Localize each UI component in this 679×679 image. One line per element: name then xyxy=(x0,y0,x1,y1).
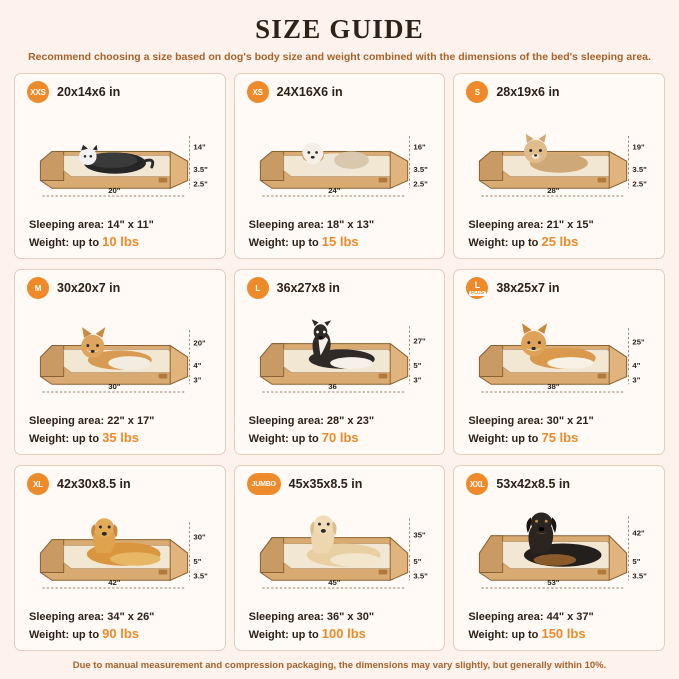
svg-text:2.5": 2.5" xyxy=(632,179,648,189)
card-specs xyxy=(243,414,437,449)
sleeping-area-value: 18" x 13" xyxy=(326,219,375,232)
sleeping-area-value: 34" x 26" xyxy=(107,611,155,624)
card-specs xyxy=(243,218,437,253)
card-header xyxy=(23,276,217,300)
weight-value: 25 lbs xyxy=(541,234,579,250)
card-header xyxy=(462,80,656,104)
size-badge: JUMBO xyxy=(247,473,281,495)
size-badge-main: L xyxy=(474,279,480,290)
sleeping-area-label: Sleeping area: xyxy=(248,415,324,428)
card-specs xyxy=(243,610,437,645)
sleeping-area-value: 14" x 11" xyxy=(107,219,154,232)
sleeping-area-value: 36" x 30" xyxy=(326,611,375,624)
size-card-m xyxy=(14,269,226,455)
weight-upto: up to xyxy=(72,237,100,250)
weight-label: Weight: xyxy=(248,237,289,250)
weight-label: Weight: xyxy=(29,629,70,642)
sleeping-area-label: Sleeping area: xyxy=(468,611,544,624)
svg-text:2.5": 2.5" xyxy=(413,179,428,189)
dimensions-label: 28x19x6 in xyxy=(496,85,560,99)
size-card-s xyxy=(453,73,665,259)
svg-text:5": 5" xyxy=(413,556,422,566)
weight-value: 90 lbs xyxy=(102,626,139,642)
weight-label: Weight: xyxy=(29,237,70,250)
svg-text:16": 16" xyxy=(413,142,426,152)
page-title: SIZE GUIDE xyxy=(255,14,424,44)
svg-text:35": 35" xyxy=(413,530,426,540)
sleeping-area-label: Sleeping area: xyxy=(29,611,105,624)
size-badge xyxy=(466,277,488,299)
weight-value: 70 lbs xyxy=(321,430,359,446)
dimensions-label: 24X16X6 in xyxy=(276,85,343,99)
sleeping-area-value: 44" x 37" xyxy=(546,611,594,624)
svg-text:3.5": 3.5" xyxy=(193,164,208,174)
svg-text:36: 36 xyxy=(327,382,337,392)
size-badge: M xyxy=(27,277,49,299)
size-badge: XXS xyxy=(27,81,49,103)
dimensions-label: 42x30x8.5 in xyxy=(57,477,131,491)
size-card-xxs xyxy=(14,73,226,259)
bed-illustration xyxy=(243,106,437,216)
size-badge: L xyxy=(247,277,269,299)
weight-upto: up to xyxy=(291,629,319,642)
card-specs xyxy=(23,610,217,645)
svg-text:3": 3" xyxy=(632,375,641,385)
svg-text:42": 42" xyxy=(108,578,121,588)
svg-text:30": 30" xyxy=(108,382,121,392)
size-badge: XXL xyxy=(466,473,488,495)
bed-illustration xyxy=(23,106,217,216)
svg-text:27": 27" xyxy=(413,336,426,346)
card-specs xyxy=(462,414,656,449)
card-specs xyxy=(462,610,656,645)
svg-text:30": 30" xyxy=(193,532,206,542)
card-header xyxy=(462,276,656,300)
dimensions-label: 38x25x7 in xyxy=(496,281,560,295)
bed-illustration xyxy=(23,302,217,412)
dimensions-label: 20x14x6 in xyxy=(57,85,121,99)
sleeping-area-label: Sleeping area: xyxy=(29,415,105,428)
card-header xyxy=(243,80,437,104)
weight-upto: up to xyxy=(291,237,319,250)
bed-illustration xyxy=(243,302,437,412)
svg-text:24": 24" xyxy=(327,186,341,196)
weight-upto: up to xyxy=(72,629,100,642)
svg-text:3": 3" xyxy=(413,375,422,385)
size-card-grid xyxy=(14,73,665,651)
weight-upto: up to xyxy=(511,237,539,250)
dimensions-label: 30x20x7 in xyxy=(57,281,121,295)
card-specs xyxy=(462,218,656,253)
svg-text:4": 4" xyxy=(193,360,202,370)
svg-text:45": 45" xyxy=(327,578,341,588)
card-specs xyxy=(23,414,217,449)
weight-value: 10 lbs xyxy=(102,234,139,250)
size-card-l xyxy=(234,269,446,455)
svg-text:3.5": 3.5" xyxy=(413,164,428,174)
svg-text:3.5": 3.5" xyxy=(413,571,428,581)
bed-illustration xyxy=(23,498,217,608)
svg-text:19": 19" xyxy=(632,142,646,152)
dimensions-label: 45x35x8.5 in xyxy=(288,477,363,491)
sleeping-area-value: 30" x 21" xyxy=(546,415,594,428)
weight-value: 100 lbs xyxy=(321,626,366,642)
weight-value: 15 lbs xyxy=(321,234,359,250)
svg-text:3.5": 3.5" xyxy=(193,571,208,581)
weight-label: Weight: xyxy=(468,629,509,642)
weight-upto: up to xyxy=(291,433,319,446)
page-subtitle: Recommend choosing a size based on dog's body size and weight combined with the dimensions of the bed's sleeping area. xyxy=(28,51,651,63)
size-card-xxl xyxy=(453,465,665,651)
size-badge-sub: PLUS xyxy=(471,289,484,296)
sleeping-area-label: Sleeping area: xyxy=(248,219,324,232)
bed-illustration xyxy=(462,106,656,216)
card-header xyxy=(243,472,437,496)
svg-text:42": 42" xyxy=(632,528,646,538)
disclaimer-note: Due to manual measurement and compression packaging, the dimensions may vary slightly, but generally within 10%. xyxy=(72,660,607,671)
weight-label: Weight: xyxy=(248,629,289,642)
size-badge: XL xyxy=(27,473,49,495)
size-card-xl xyxy=(14,465,226,651)
weight-label: Weight: xyxy=(248,433,289,446)
weight-label: Weight: xyxy=(29,433,70,446)
svg-text:28": 28" xyxy=(547,186,560,196)
weight-upto: up to xyxy=(72,433,100,446)
bed-illustration xyxy=(462,498,656,608)
svg-text:5": 5" xyxy=(193,556,202,566)
size-card-xs xyxy=(234,73,446,259)
svg-text:3": 3" xyxy=(193,375,202,385)
weight-value: 75 lbs xyxy=(541,430,579,446)
svg-text:25": 25" xyxy=(632,337,646,347)
sleeping-area-value: 21" x 15" xyxy=(546,219,594,232)
svg-text:4": 4" xyxy=(632,360,641,370)
card-header xyxy=(462,472,656,496)
dimensions-label: 36x27x8 in xyxy=(276,281,340,295)
sleeping-area-label: Sleeping area: xyxy=(468,219,544,232)
card-header xyxy=(23,472,217,496)
size-badge: S xyxy=(466,81,488,103)
svg-text:20": 20" xyxy=(193,338,206,348)
sleeping-area-label: Sleeping area: xyxy=(468,415,544,428)
svg-text:38": 38" xyxy=(547,382,560,392)
size-badge: XS xyxy=(247,81,269,103)
weight-label: Weight: xyxy=(468,433,509,446)
svg-text:3.5": 3.5" xyxy=(632,571,648,581)
svg-text:20": 20" xyxy=(108,186,121,196)
svg-text:14": 14" xyxy=(193,142,206,152)
bed-illustration xyxy=(243,498,437,608)
svg-text:5": 5" xyxy=(413,360,422,370)
dimensions-label: 53x42x8.5 in xyxy=(496,477,570,491)
size-card-jumbo xyxy=(234,465,446,651)
card-header xyxy=(23,80,217,104)
svg-text:3.5": 3.5" xyxy=(632,164,648,174)
weight-value: 35 lbs xyxy=(102,430,139,446)
bed-illustration xyxy=(462,302,656,412)
weight-upto: up to xyxy=(511,629,539,642)
svg-text:53": 53" xyxy=(547,578,560,588)
sleeping-area-label: Sleeping area: xyxy=(248,611,324,624)
sleeping-area-label: Sleeping area: xyxy=(29,219,105,232)
svg-text:5": 5" xyxy=(632,556,641,566)
weight-value: 150 lbs xyxy=(541,626,586,642)
weight-upto: up to xyxy=(511,433,539,446)
svg-text:2.5": 2.5" xyxy=(193,179,208,189)
weight-label: Weight: xyxy=(468,237,509,250)
card-header xyxy=(243,276,437,300)
size-card-l-plus xyxy=(453,269,665,455)
card-specs xyxy=(23,218,217,253)
sleeping-area-value: 22" x 17" xyxy=(107,415,155,428)
sleeping-area-value: 28" x 23" xyxy=(326,415,375,428)
